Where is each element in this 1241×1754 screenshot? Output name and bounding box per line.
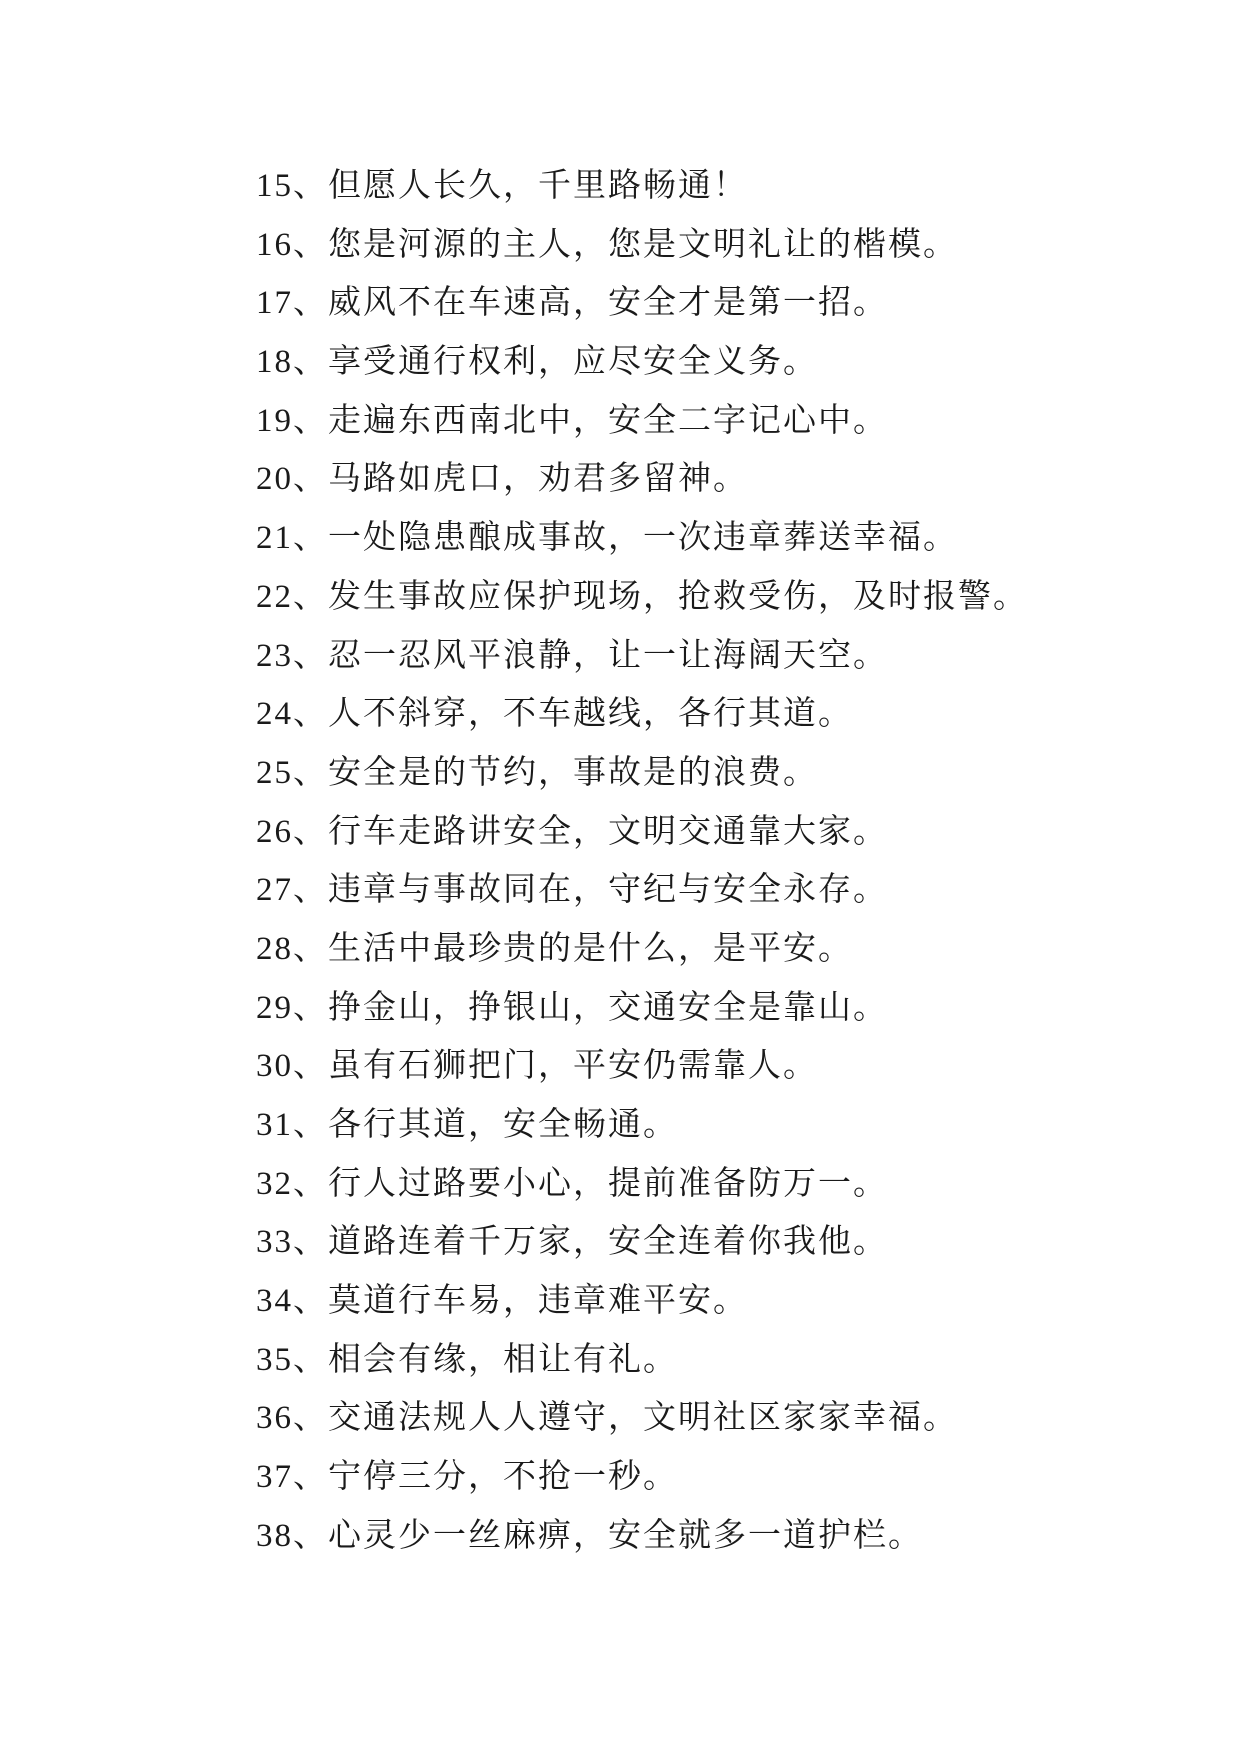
slogan-line-19: 19、走遍东西南北中，安全二字记心中。 xyxy=(256,402,888,439)
slogan-line-36: 36、交通法规人人遵守，文明社区家家幸福。 xyxy=(256,1400,958,1437)
slogan-line-16: 16、您是河源的主人，您是文明礼让的楷模。 xyxy=(256,226,958,263)
slogan-line-22: 22、发生事故应保护现场，抢救受伤，及时报警。 xyxy=(256,578,1028,615)
slogan-line-24: 24、人不斜穿，不车越线，各行其道。 xyxy=(256,696,853,733)
slogan-line-18: 18、享受通行权利，应尽安全义务。 xyxy=(256,344,818,381)
slogan-line-25: 25、安全是的节约，事故是的浪费。 xyxy=(256,754,818,791)
slogan-line-31: 31、各行其道，安全畅通。 xyxy=(256,1107,678,1143)
slogan-line-20: 20、马路如虎口，劝君多留神。 xyxy=(256,461,748,498)
slogan-line-15: 15、但愿人长久，千里路畅通！ xyxy=(256,168,748,204)
slogan-line-26: 26、行车走路讲安全，文明交通靠大家。 xyxy=(256,813,888,850)
slogan-line-30: 30、虽有石狮把门，平安仍需靠人。 xyxy=(256,1048,818,1085)
slogan-line-29: 29、挣金山，挣银山，交通安全是靠山。 xyxy=(256,989,888,1026)
slogan-line-34: 34、莫道行车易，违章难平安。 xyxy=(256,1283,748,1320)
document-page xyxy=(256,157,1156,1566)
slogan-line-38: 38、心灵少一丝麻痹，安全就多一道护栏。 xyxy=(256,1517,923,1554)
slogan-line-21: 21、一处隐患酿成事故，一次违章葬送幸福。 xyxy=(256,520,958,557)
slogan-line-32: 32、行人过路要小心，提前准备防万一。 xyxy=(256,1165,888,1202)
slogan-line-35: 35、相会有缘，相让有礼。 xyxy=(256,1341,678,1378)
slogan-line-17: 17、威风不在车速高，安全才是第一招。 xyxy=(256,285,888,322)
slogan-line-23: 23、忍一忍风平浪静，让一让海阔天空。 xyxy=(256,637,888,674)
slogan-line-33: 33、道路连着千万家，安全连着你我他。 xyxy=(256,1224,888,1261)
slogan-line-28: 28、生活中最珍贵的是什么，是平安。 xyxy=(256,930,853,967)
slogan-line-37: 37、宁停三分，不抢一秒。 xyxy=(256,1459,678,1496)
slogan-line-27: 27、违章与事故同在，守纪与安全永存。 xyxy=(256,872,888,909)
